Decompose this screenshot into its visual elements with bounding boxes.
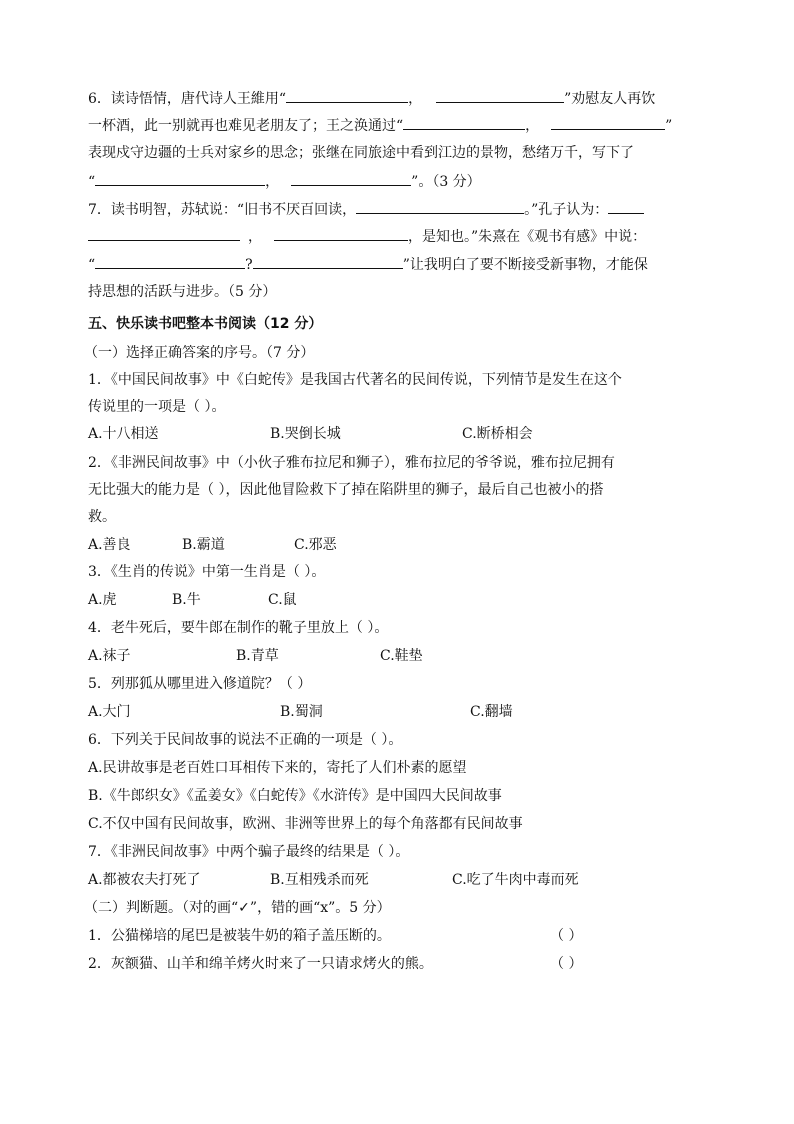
option-b[interactable]: B.互相残杀而死 <box>270 872 369 888</box>
q7-text: 。”孔子认为： <box>524 202 609 218</box>
q7-line-1 <box>88 199 644 219</box>
judgement-1-answer[interactable]: （ ） <box>550 928 583 944</box>
q6-blank-2[interactable] <box>436 88 564 103</box>
q7-text: 7．读书明智，苏轼说：“旧书不厌百回读， <box>88 202 357 218</box>
q7-text: ，是知也。”朱熹在《观书有感》中说： <box>408 229 647 245</box>
q7-blank-1[interactable] <box>356 199 524 214</box>
q6-text: 表现戍守边疆的士兵对家乡的思念；张继在同旅途中看到江边的景物，愁绪万千，写下了 <box>88 145 634 161</box>
option-c[interactable]: C.翻墙 <box>470 704 513 720</box>
judgement-2 <box>88 954 433 974</box>
option-a[interactable]: A.大门 <box>88 704 131 720</box>
mc-q6-line-1: 6．下列关于民间故事的说法不正确的一项是（ ）。 <box>88 732 403 748</box>
judgement-2-answer[interactable]: （ ） <box>550 956 583 972</box>
q6-text: 6．读诗悟情，唐代诗人王維用“ <box>88 91 287 107</box>
q7-text: 持思想的活跃与进步。（5 分） <box>88 284 277 300</box>
q6-text: ”劝慰友人再饮 <box>564 91 656 107</box>
q7-blank-6[interactable] <box>253 254 403 269</box>
q6-blank-6[interactable] <box>291 171 411 186</box>
q7-line-3 <box>88 254 648 274</box>
q6-text: ”。（3 分） <box>411 174 481 190</box>
q6-line-4 <box>88 171 481 191</box>
q7-blank-2[interactable] <box>608 199 644 214</box>
q6-blank-3[interactable] <box>403 115 525 130</box>
option-b[interactable]: B.哭倒长城 <box>270 426 341 442</box>
part-2-heading <box>84 898 391 918</box>
part-2-text: （二）判断题。（对的画“ <box>84 900 239 916</box>
q6-text: ” <box>665 118 673 134</box>
q6-sep: ， <box>525 118 540 134</box>
q6-blank-4[interactable] <box>551 115 665 130</box>
mc-q5-line-1: 5．列那狐从哪里进入修道院？（ ） <box>88 676 312 692</box>
check-mark-icon: ✓ <box>238 900 250 916</box>
mc-q3-options <box>88 590 297 610</box>
option-c[interactable]: C.鼠 <box>268 592 297 608</box>
judgement-1 <box>88 926 391 946</box>
option-a[interactable]: A.袜子 <box>88 648 131 664</box>
part-2-text: ”，错的画“x”。5 分） <box>249 900 391 916</box>
mc-q4-options <box>88 646 423 666</box>
option-c[interactable]: C.鞋垫 <box>380 648 423 664</box>
q6-text: 一杯酒，此一别就再也难见老朋友了；王之涣通过“ <box>88 118 404 134</box>
option-a[interactable]: A.善良 <box>88 537 131 553</box>
option-a[interactable]: A.虎 <box>88 592 117 608</box>
mc-q2-line-1: 2．《非洲民间故事》中（小伙子雅布拉尼和狮子），雅布拉尼的爷爷说，雅布拉尼拥有 <box>88 455 615 471</box>
mc-q2-line-3: 救。 <box>88 509 116 525</box>
mc-q1-line-2: 传说里的一项是（ ）。 <box>88 399 226 415</box>
section-title: 五、快乐读书吧整本书阅读（12 分） <box>88 316 323 332</box>
part-1-heading: （一）选择正确答案的序号。（7 分） <box>84 345 315 361</box>
q6-line-3 <box>88 143 634 163</box>
q6-sep: ， <box>408 91 423 107</box>
judgement-text: 1．公猫梯培的尾巴是被装牛奶的箱子盖压断的。 <box>88 928 391 944</box>
mc-q5-options <box>88 702 513 722</box>
mc-q2-line-2: 无比强大的能力是（ ），因此他冒险救下了掉在陷阱里的狮子，最后自己也被小的搭 <box>88 482 604 498</box>
mc-q4-line-1: 4．老牛死后，要牛郎在制作的靴子里放上（ ）。 <box>88 620 389 636</box>
option-b[interactable]: B.牛 <box>172 592 201 608</box>
option-c[interactable]: C.吃了牛肉中毒而死 <box>452 872 579 888</box>
q7-text: “ <box>88 257 96 273</box>
q7-line-2 <box>88 226 646 246</box>
option-c[interactable]: C.邪恶 <box>294 537 337 553</box>
mc-q1-options <box>88 424 533 444</box>
mc-q1-line-1: 1．《中国民间故事》中《白蛇传》是我国古代著名的民间传说，下列情节是发生在这个 <box>88 372 622 388</box>
option-b[interactable]: B.青草 <box>236 648 279 664</box>
mc-q3-line-1: 3．《生肖的传说》中第一生肖是（ ）。 <box>88 564 326 580</box>
q6-text: “ <box>88 174 96 190</box>
q6-blank-5[interactable] <box>95 171 265 186</box>
option-c[interactable]: C.不仅中国有民间故事，欧洲、非洲等世界上的每个角落都有民间故事 <box>88 816 523 832</box>
judgement-text: 2．灰额猫、山羊和绵羊烤火时来了一只请求烤火的熊。 <box>88 956 433 972</box>
q6-line-2 <box>88 115 672 135</box>
option-b[interactable]: B.《牛郎织女》《孟姜女》《白蛇传》《水浒传》是中国四大民间故事 <box>88 788 502 804</box>
mc-q7-options <box>88 870 579 890</box>
option-b[interactable]: B.霸道 <box>182 537 225 553</box>
q7-blank-5[interactable] <box>95 254 245 269</box>
q7-text: ? <box>245 257 253 273</box>
option-a[interactable]: A.民讲故事是老百姓口耳相传下来的，寄托了人们朴素的愿望 <box>88 760 467 776</box>
option-a[interactable]: A.十八相送 <box>88 426 159 442</box>
q7-blank-3[interactable] <box>88 226 240 241</box>
mc-q2-options <box>88 535 337 555</box>
q7-text: ”让我明白了要不断接受新事物，才能保 <box>402 257 648 273</box>
option-c[interactable]: C.断桥相会 <box>462 426 533 442</box>
q7-blank-4[interactable] <box>274 226 408 241</box>
q7-line-4 <box>88 282 276 302</box>
mc-q7-line-1: 7．《非洲民间故事》中两个骗子最终的结果是（ ）。 <box>88 844 410 860</box>
q7-text: ， <box>248 229 262 245</box>
option-b[interactable]: B.蜀洞 <box>280 704 323 720</box>
q6-sep: ， <box>265 174 280 190</box>
q6-line-1 <box>88 88 655 108</box>
option-a[interactable]: A.都被农夫打死了 <box>88 872 201 888</box>
q6-blank-1[interactable] <box>286 88 408 103</box>
